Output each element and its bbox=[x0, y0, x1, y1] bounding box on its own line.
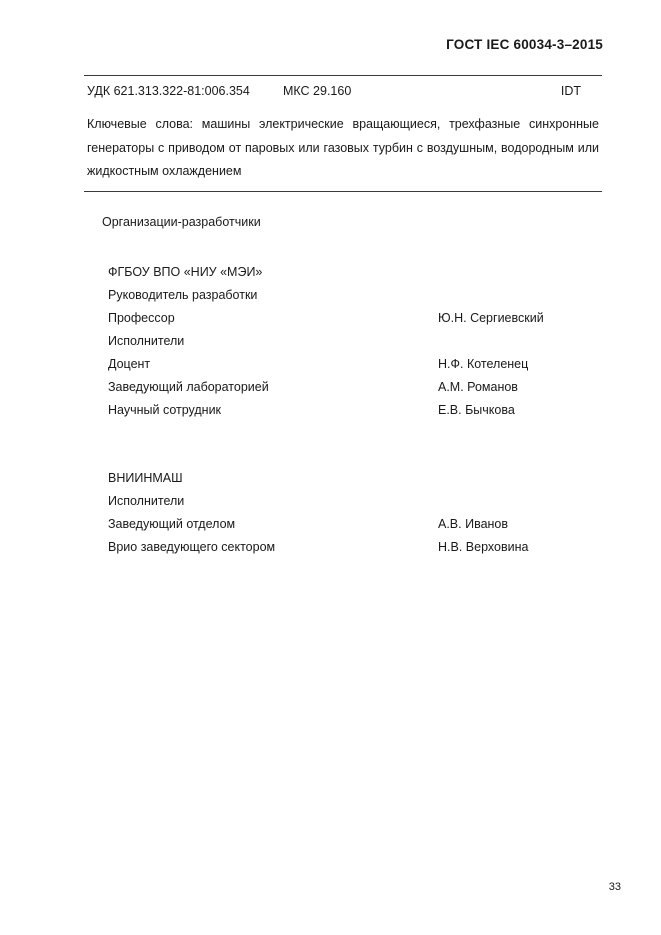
staff-person bbox=[438, 490, 588, 513]
standard-code: ГОСТ IEC 60034-3–2015 bbox=[446, 37, 603, 52]
staff-person: Ю.Н. Сергиевский bbox=[438, 311, 544, 325]
staff-person: Н.Ф. Котеленец bbox=[438, 357, 529, 371]
staff-role: Врио заведующего сектором bbox=[108, 540, 276, 554]
org-name-text: ВНИИНМАШ bbox=[108, 471, 183, 485]
page-number: 33 bbox=[608, 881, 621, 893]
organization-name bbox=[108, 261, 588, 284]
staff-person bbox=[438, 330, 588, 353]
staff-line bbox=[108, 536, 588, 559]
staff-line bbox=[108, 284, 588, 307]
udk-code: УДК 621.313.322-81:006.354 bbox=[87, 84, 250, 98]
staff-line bbox=[108, 330, 588, 353]
idt-label: IDT bbox=[560, 84, 581, 98]
staff-person: Н.В. Верховина bbox=[438, 540, 529, 554]
staff-line bbox=[108, 353, 588, 376]
staff-line bbox=[108, 399, 588, 422]
top-rule bbox=[84, 75, 602, 76]
staff-line bbox=[108, 513, 588, 536]
staff-line bbox=[108, 490, 588, 513]
staff-line bbox=[108, 376, 588, 399]
organization-block bbox=[108, 261, 588, 422]
staff-role: Доцент bbox=[108, 357, 151, 371]
organization-block bbox=[108, 467, 588, 559]
staff-person: А.В. Иванов bbox=[438, 517, 509, 531]
staff-role: Заведующий лабораторией bbox=[108, 380, 269, 394]
staff-role: Научный сотрудник bbox=[108, 403, 222, 417]
organization-name bbox=[108, 467, 588, 490]
staff-role: Заведующий отделом bbox=[108, 517, 236, 531]
mks-code: МКС 29.160 bbox=[283, 84, 352, 98]
staff-role: Профессор bbox=[108, 311, 175, 325]
staff-role: Исполнители bbox=[108, 494, 185, 508]
bottom-rule bbox=[84, 191, 602, 192]
developers-title: Организации-разработчики bbox=[102, 215, 261, 229]
staff-role: Исполнители bbox=[108, 334, 185, 348]
staff-person bbox=[438, 284, 588, 307]
org-name-text: ФГБОУ ВПО «НИУ «МЭИ» bbox=[108, 265, 263, 279]
staff-person: А.М. Романов bbox=[438, 380, 518, 394]
staff-role: Руководитель разработки bbox=[108, 288, 258, 302]
staff-line bbox=[108, 307, 588, 330]
keywords-paragraph: Ключевые слова: машины электрические вращающиеся, трехфазные синхронные генераторы с приводом от паровых или газовых турбин с воздушным, водородным или жидкостным охлаждением bbox=[87, 117, 599, 178]
staff-person: Е.В. Бычкова bbox=[438, 403, 515, 417]
classification-row bbox=[87, 84, 581, 98]
